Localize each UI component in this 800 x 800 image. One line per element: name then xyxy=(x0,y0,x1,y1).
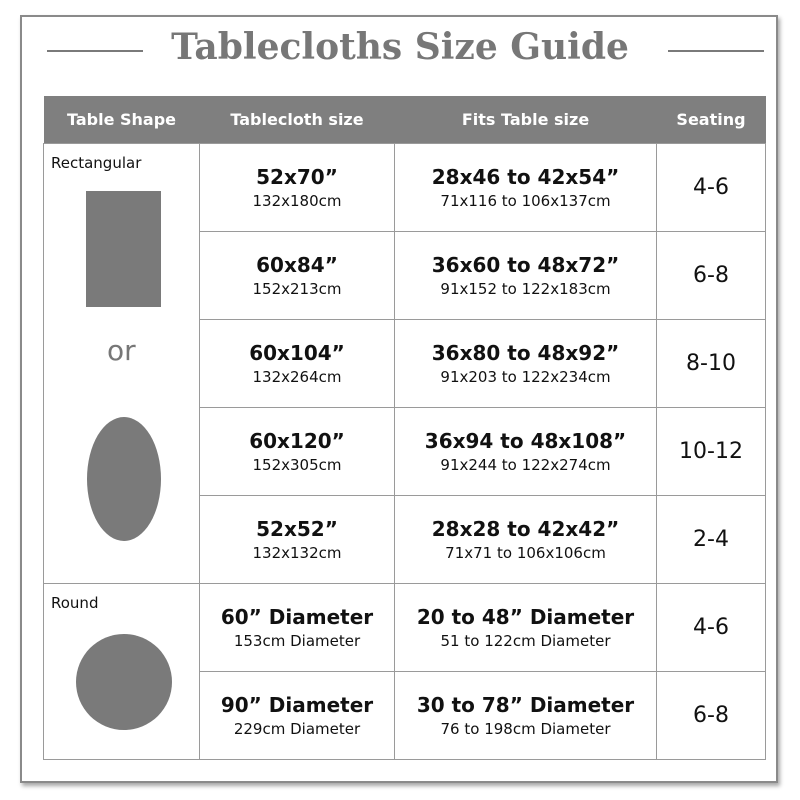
shape-cell-round xyxy=(44,584,200,760)
tablecloth-size-cell xyxy=(200,584,395,672)
tablecloth-size-cell xyxy=(200,320,395,408)
tablecloth-size-cell xyxy=(200,144,395,232)
tablecloth-size-inches: 90” Diameter xyxy=(220,692,374,717)
round-table-icon xyxy=(76,634,172,730)
tablecloth-size-inches: 60x120” xyxy=(249,428,345,453)
tablecloth-size-inches: 60” Diameter xyxy=(220,604,374,629)
tablecloth-size-inches: 60x84” xyxy=(256,252,338,277)
tablecloth-size-inches: 52x70” xyxy=(256,164,338,189)
fits-size-cell xyxy=(395,584,657,672)
fits-size-inches: 30 to 78” Diameter xyxy=(416,692,635,717)
fits-size-cm: 91x203 to 122x234cm xyxy=(440,367,611,386)
tablecloth-size-cm: 152x213cm xyxy=(252,279,342,298)
fits-size-cm: 71x71 to 106x106cm xyxy=(445,543,606,562)
tablecloth-size-cm: 132x132cm xyxy=(252,543,342,562)
header-tablecloth-size: Tablecloth size xyxy=(200,96,395,144)
fits-size-cell xyxy=(395,672,657,760)
seating-cell: 4-6 xyxy=(657,584,766,672)
fits-size-cell xyxy=(395,144,657,232)
seating-cell: 10-12 xyxy=(657,408,766,496)
fits-size-cm: 71x116 to 106x137cm xyxy=(440,191,611,210)
fits-size-inches: 20 to 48” Diameter xyxy=(416,604,635,629)
tablecloth-size-cell xyxy=(200,672,395,760)
seating-cell: 4-6 xyxy=(657,144,766,232)
tablecloth-size-cm: 132x180cm xyxy=(252,191,342,210)
or-label: or xyxy=(107,334,136,367)
shape-label-rectangular: Rectangular xyxy=(51,154,142,172)
tablecloth-size-cm: 153cm Diameter xyxy=(233,631,361,650)
tablecloth-size-cell xyxy=(200,232,395,320)
seating-cell: 2-4 xyxy=(657,496,766,584)
header-table-shape: Table Shape xyxy=(44,96,200,144)
rectangle-table-icon xyxy=(86,191,161,307)
seating-cell: 6-8 xyxy=(657,232,766,320)
tablecloth-size-cm: 132x264cm xyxy=(252,367,342,386)
fits-size-inches: 28x46 to 42x54” xyxy=(431,164,620,189)
fits-size-inches: 36x60 to 48x72” xyxy=(431,252,620,277)
table-header-row xyxy=(44,96,766,144)
fits-size-cm: 91x244 to 122x274cm xyxy=(440,455,611,474)
fits-size-cell xyxy=(395,320,657,408)
seating-cell: 8-10 xyxy=(657,320,766,408)
fits-size-inches: 36x94 to 48x108” xyxy=(424,428,627,453)
page-title: Tablecloths Size Guide xyxy=(171,26,629,68)
table-row xyxy=(44,584,766,672)
seating-cell: 6-8 xyxy=(657,672,766,760)
shape-cell-rectangular xyxy=(44,144,200,584)
fits-size-inches: 36x80 to 48x92” xyxy=(431,340,620,365)
fits-size-cell xyxy=(395,232,657,320)
tablecloth-size-cm: 152x305cm xyxy=(252,455,342,474)
shape-label-round: Round xyxy=(51,594,99,612)
tablecloth-size-inches: 60x104” xyxy=(249,340,345,365)
fits-size-cell xyxy=(395,496,657,584)
fits-size-cm: 51 to 122cm Diameter xyxy=(440,631,611,650)
table-row xyxy=(44,144,766,232)
fits-size-cell xyxy=(395,408,657,496)
fits-size-inches: 28x28 to 42x42” xyxy=(431,516,620,541)
tablecloth-size-cell xyxy=(200,496,395,584)
header-seating: Seating xyxy=(657,96,766,144)
tablecloth-size-cell xyxy=(200,408,395,496)
tablecloth-size-inches: 52x52” xyxy=(256,516,338,541)
header-fits-table-size: Fits Table size xyxy=(395,96,657,144)
tablecloth-size-cm: 229cm Diameter xyxy=(233,719,361,738)
oval-table-icon xyxy=(87,417,161,541)
size-guide-table xyxy=(43,96,766,760)
fits-size-cm: 76 to 198cm Diameter xyxy=(440,719,611,738)
fits-size-cm: 91x152 to 122x183cm xyxy=(440,279,611,298)
